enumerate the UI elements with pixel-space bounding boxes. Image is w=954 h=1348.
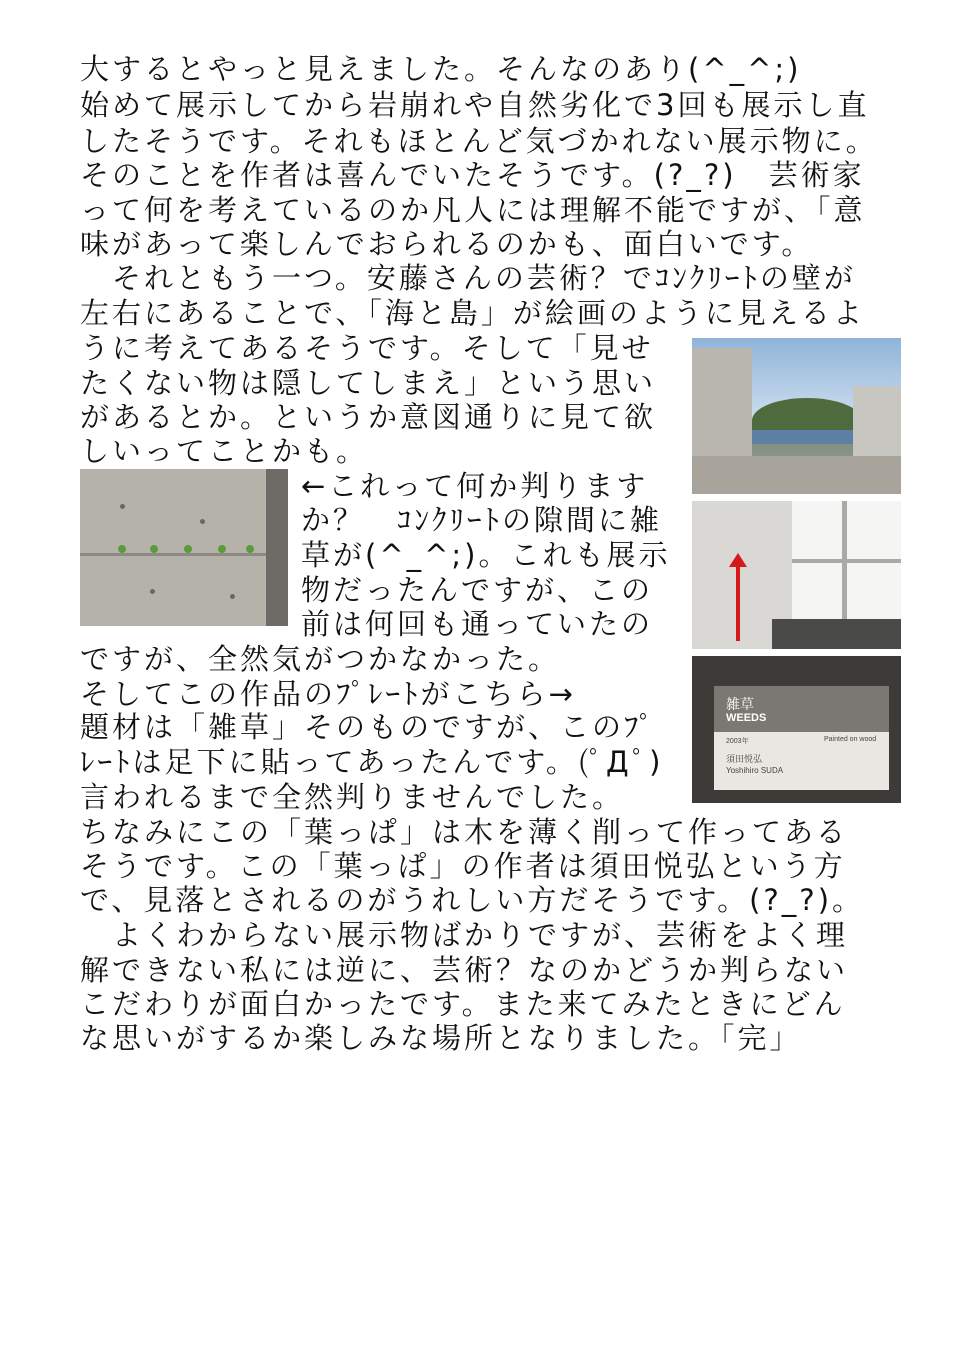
line-19: そしてこの作品のﾌﾟﾚｰﾄがこちら→ — [80, 677, 576, 711]
plate-year: 2003年 — [726, 738, 749, 745]
line-14: か？ ｺﾝｸﾘｰﾄの隙間に雑 — [301, 503, 663, 537]
photo-weeds-in-concrete-seam — [80, 469, 288, 626]
line-25: で、見落とされるのがうれしい方だそうです。(?_?)。 — [80, 883, 865, 917]
line-22: 言われるまで全然判りませんでした。 — [80, 780, 625, 814]
line-23: ちなみにこの「葉っぱ」は木を薄く削って作ってある — [80, 815, 849, 849]
line-4: そのことを作者は喜んでいたそうです。(?_?) 芸術家 — [80, 158, 865, 192]
line-6: 味があって楽しんでおられるのかも、面白いです。 — [80, 227, 814, 261]
line-3: したそうです。それもほとんど気づかれない展示物に。 — [80, 124, 878, 158]
line-5: って何を考えているのか凡人には理解不能ですが、「意 — [80, 193, 866, 227]
photo-artwork-plate — [692, 656, 901, 803]
photo-window-with-arrow — [692, 501, 901, 649]
line-10: たくない物は隠してしまえ」という思い — [80, 366, 657, 400]
line-7: それともう一つ。安藤さんの芸術？でｺﾝｸﾘｰﾄの壁が — [80, 261, 856, 295]
plate-artist-ja: 須田悦弘 — [726, 754, 763, 764]
line-20: 題材は「雑草」そのものですが、このﾌﾟ — [80, 710, 657, 744]
photo-sea-island-between-walls — [692, 338, 901, 494]
line-29: な思いがするか楽しみな場所となりました。「完」 — [80, 1021, 802, 1055]
plate-title-ja: 雑草 — [726, 696, 754, 712]
line-13: ←これって何か判ります — [301, 469, 649, 503]
line-17: 前は何回も通っていたの — [301, 607, 654, 641]
line-27: 解できない私には逆に、芸術？なのかどうか判らない — [80, 953, 849, 987]
line-1: 大するとやっと見えました。そんなのあり(^_^;) — [80, 52, 802, 86]
red-arrow-icon — [736, 563, 740, 641]
plate-medium: Painted on wood — [824, 736, 877, 743]
line-21: ﾚｰﾄは足下に貼ってあったんです。(ﾟДﾟ) — [80, 745, 664, 779]
plate-title-en: WEEDS — [726, 712, 767, 724]
line-12: しいってことかも。 — [80, 434, 369, 468]
line-26: よくわからない展示物ばかりですが、芸術をよく理 — [80, 918, 849, 952]
line-9: うに考えてあるそうです。そして「見せ — [80, 331, 654, 365]
line-8: 左右にあることで、「海と島」が絵画のように見えるよ — [80, 296, 865, 330]
line-2: 始めて展示してから岩崩れや自然劣化で3回も展示し直 — [80, 88, 870, 122]
line-18: ですが、全然気がつかなかった。 — [80, 642, 561, 676]
line-11: があるとか。というか意図通りに見て欲 — [80, 400, 657, 434]
line-24: そうです。この「葉っぱ」の作者は須田悦弘という方 — [80, 849, 846, 883]
plate-artist-en: Yoshihiro SUDA — [726, 766, 784, 775]
line-28: こだわりが面白かったです。また来てみたときにどん — [80, 987, 846, 1021]
line-16: 物だったんですが、この — [301, 573, 654, 607]
line-15: 草が(^_^;)。これも展示 — [301, 538, 671, 572]
